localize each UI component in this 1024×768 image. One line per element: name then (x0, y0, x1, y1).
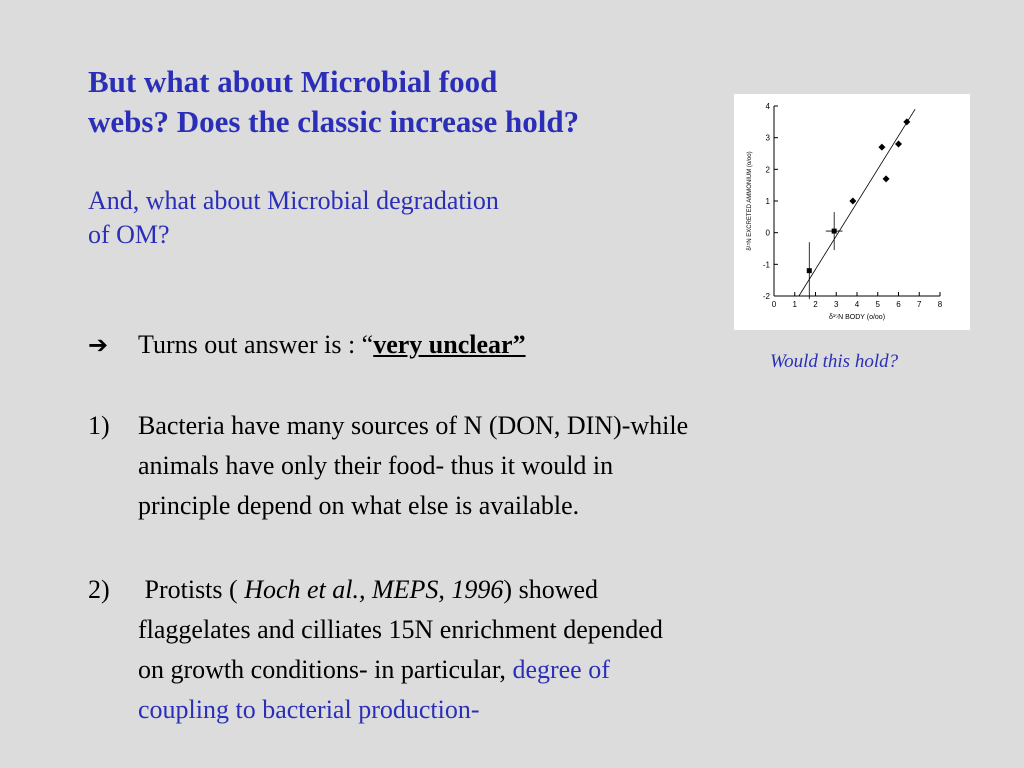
x-tick-label: 1 (792, 300, 797, 309)
y-tick-label: 4 (765, 102, 770, 111)
y-tick-label: 3 (765, 133, 770, 143)
figure-caption: Would this hold? (770, 351, 899, 372)
y-tick-label: 0 (765, 228, 770, 238)
y-tick-label: 1 (765, 197, 770, 206)
conclusion-line (88, 328, 526, 362)
item1-line-3: principle depend on what else is available. (138, 491, 580, 520)
title-line-1: But what about Microbial food (88, 64, 498, 99)
conclusion-prefix: Turns out answer is : “ (138, 330, 374, 359)
data-point (807, 268, 812, 273)
y-tick-label: -1 (762, 260, 770, 270)
item2-text-a: Protists ( (138, 575, 245, 604)
item2-text-b: ) showed (503, 575, 599, 604)
x-tick-label: 5 (875, 300, 880, 309)
fit-line (799, 109, 915, 296)
list-item-2 (88, 570, 878, 730)
data-point (883, 175, 890, 182)
x-tick-label: 2 (813, 300, 818, 309)
item2-line-4: coupling to bacterial production- (138, 695, 480, 724)
item2-blue-text: degree of (512, 655, 610, 684)
slide-title (88, 62, 738, 142)
y-tick-label: 2 (765, 165, 770, 175)
data-point (878, 144, 885, 151)
data-point (903, 118, 910, 125)
citation: Hoch et al., MEPS, 1996 (244, 575, 504, 604)
slide-subtitle (88, 184, 648, 252)
item2-line-1 (138, 570, 878, 610)
item-number: 1) (88, 411, 110, 440)
item-number: 2) (88, 575, 110, 604)
data-point (849, 198, 856, 205)
x-tick-label: 6 (896, 300, 901, 309)
subtitle-line-1: And, what about Microbial degradation (88, 186, 499, 215)
item1-line-1: Bacteria have many sources of N (DON, DIN)-while (138, 411, 689, 440)
x-tick-label: 8 (937, 300, 943, 309)
data-point (895, 141, 902, 148)
data-point (832, 229, 837, 234)
x-tick-label: 0 (771, 300, 777, 309)
y-tick-label: -2 (762, 292, 770, 301)
right-arrow-icon: ➔ (88, 331, 109, 359)
scatter-figure (734, 94, 970, 330)
x-tick-label: 3 (834, 300, 839, 309)
scatter-chart (734, 94, 970, 330)
subtitle-line-2: of OM? (88, 220, 170, 249)
x-axis-label: δ¹⁵N BODY (o/oo) (828, 314, 886, 321)
y-axis-label: δ¹⁵N EXCRETED AMMONIUM (o/oo) (747, 151, 753, 251)
item2-line-2: flaggelates and cilliates 15N enrichment depended (138, 615, 663, 644)
title-line-2: webs? Does the classic increase hold? (88, 104, 580, 139)
x-tick-label: 4 (854, 300, 860, 309)
item2-text-c: on growth conditions- in particular, (138, 655, 513, 684)
x-tick-label: 7 (917, 300, 922, 309)
conclusion-emphasis: very unclear” (373, 330, 526, 359)
list-item-1 (88, 406, 878, 526)
item1-line-2: animals have only their food- thus it would in (138, 451, 614, 480)
item2-line-3 (138, 650, 878, 690)
